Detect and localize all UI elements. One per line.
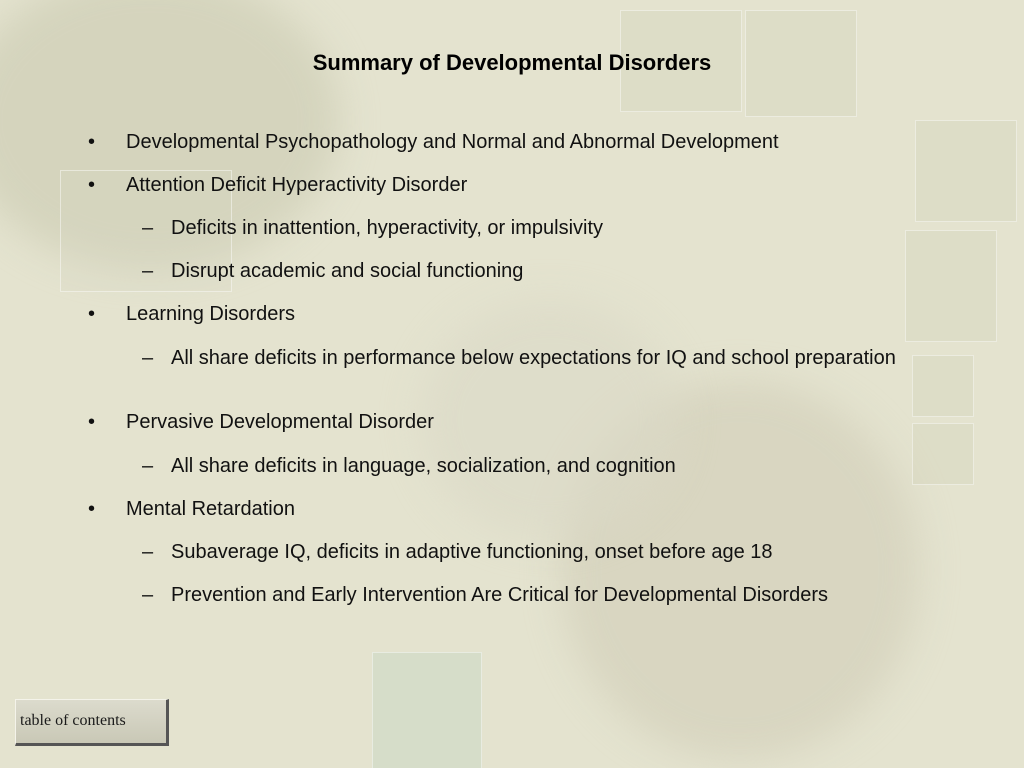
bullet-text: Pervasive Developmental Disorder <box>126 411 434 433</box>
bullet-text: Learning Disorders <box>126 303 295 325</box>
bullet-item <box>88 131 968 153</box>
sub-bullet-item <box>142 584 902 606</box>
bullet-text: Attention Deficit Hyperactivity Disorder <box>126 174 468 196</box>
bullet-text: Mental Retardation <box>126 498 295 520</box>
bullet-marker: • <box>88 411 96 433</box>
sub-bullet-text: Disrupt academic and social functioning <box>171 260 524 282</box>
bullet-text: Developmental Psychopathology and Normal and Abnormal Development <box>126 131 779 153</box>
dash-marker: – <box>142 347 154 369</box>
bullet-item <box>88 174 968 196</box>
sub-bullet-item <box>142 455 902 477</box>
dash-marker: – <box>142 584 154 606</box>
sub-bullet-item <box>142 217 902 239</box>
sub-bullet-text: All share deficits in language, socialization, and cognition <box>171 455 676 477</box>
bullet-item <box>88 303 968 325</box>
bullet-marker: • <box>88 131 96 153</box>
sub-bullet-item <box>142 260 902 282</box>
sub-bullet-text: Subaverage IQ, deficits in adaptive functioning, onset before age 18 <box>171 541 773 563</box>
sub-bullet-text: Prevention and Early Intervention Are Critical for Developmental Disorders <box>171 584 828 606</box>
dash-marker: – <box>142 260 154 282</box>
table-of-contents-label: table of contents <box>20 712 126 729</box>
sub-bullet-item <box>142 541 902 563</box>
slide-title: Summary of Developmental Disorders <box>312 50 712 75</box>
bullet-item <box>88 411 968 433</box>
table-of-contents-button[interactable] <box>15 699 169 746</box>
bullet-marker: • <box>88 303 96 325</box>
sub-bullet-item <box>142 347 902 369</box>
dash-marker: – <box>142 217 154 239</box>
dash-marker: – <box>142 455 154 477</box>
sub-bullet-text: All share deficits in performance below expectations for IQ and school preparation <box>171 347 896 369</box>
bullet-item <box>88 498 968 520</box>
bullet-marker: • <box>88 174 96 196</box>
sub-bullet-text: Deficits in inattention, hyperactivity, or impulsivity <box>171 217 604 239</box>
bullet-marker: • <box>88 498 96 520</box>
dash-marker: – <box>142 541 154 563</box>
